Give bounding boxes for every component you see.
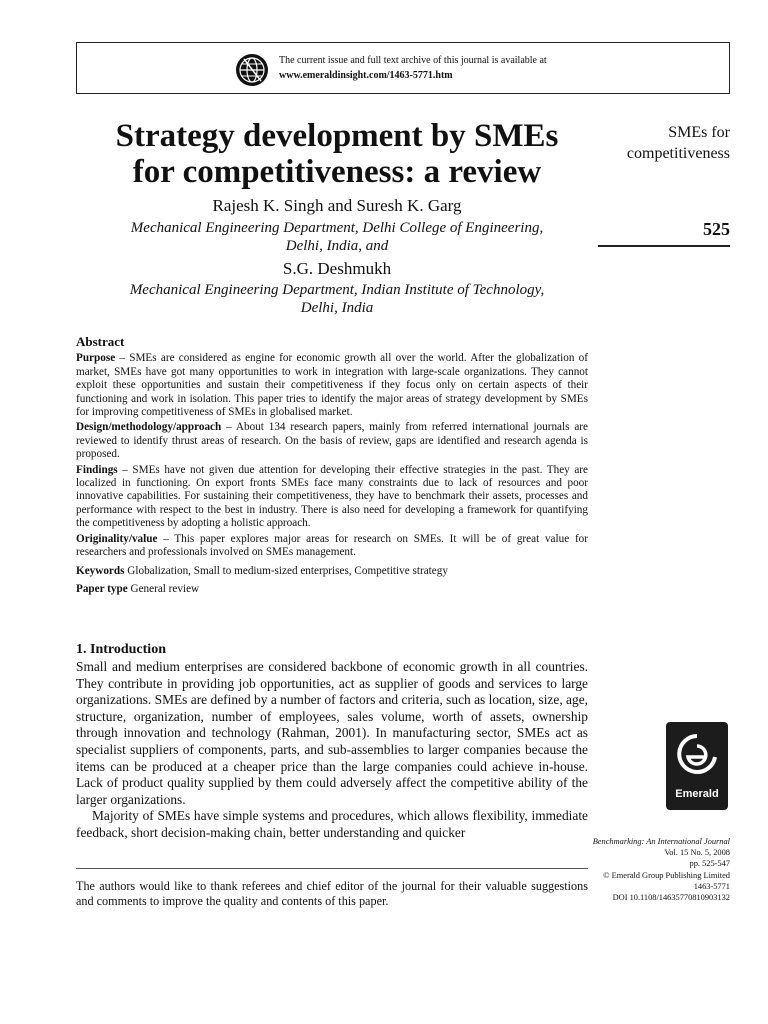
banner-availability-text: The current issue and full text archive of this journal is available at [279, 55, 547, 66]
affiliation-1-line1: Mechanical Engineering Department, Delhi College of Engineering, [130, 220, 544, 236]
abstract-design-text: – About 134 research papers, mainly from referred international journals are reviewed to identify thrust areas of research. On the basis of review, gaps are identified and research agenda is proposed. [76, 421, 588, 461]
journal-pages: pp. 525-547 [689, 859, 730, 869]
running-head-line1: SMEs for [668, 124, 730, 141]
abstract-design [76, 421, 588, 461]
paper-type [76, 583, 588, 596]
globe-icon [235, 53, 269, 87]
journal-volume: Vol. 15 No. 5, 2008 [664, 848, 730, 858]
abstract-findings [76, 464, 588, 531]
running-head-line2: competitiveness [626, 145, 730, 162]
article-title-line1: Strategy development by SMEs [115, 118, 559, 154]
abstract-findings-text: – SMEs have not given due attention for developing their effective strategies in the past. They are localized in functioning. On export fronts SMEs face many constraints due to lack of resources and poor innovative capabilities. For sustaining their competitiveness, they have to benchmark their assets, processes and performance with respect to the best in industry. There is also need for developing a framework for quantifying the competitiveness by adopting a holistic approach. [76, 463, 588, 530]
acknowledgement-footnote: The authors would like to thank referees and chief editor of the journal for their valuable suggestions and comments to improve the quality and contents of this paper. [76, 879, 588, 908]
article-title-line2: for competitiveness: a review [132, 154, 542, 190]
abstract-findings-label: Findings [76, 463, 118, 476]
paper-type-label: Paper type [76, 582, 128, 595]
affiliation-2-line2: Delhi, India [300, 300, 374, 316]
introduction-body [76, 659, 588, 842]
keywords-text: Globalization, Small to medium-sized enterprises, Competitive strategy [124, 564, 448, 577]
copyright-line: © Emerald Group Publishing Limited [603, 870, 730, 880]
abstract-purpose-text: – SMEs are considered as engine for economic growth all over the world. After the globalization of market, SMEs have got many opportunities to work in integration with large-scale organizations. They cannot exploit these opportunities and sustain their competitiveness if they focus only on certain aspects of their functioning and work in isolation. This paper tries to identify the major areas of strategy development by SMEs for improving competitiveness of SMEs in globalised market. [76, 352, 588, 419]
article-title [76, 118, 598, 190]
page-number: 525 [703, 219, 730, 239]
affiliation-1 [76, 219, 598, 255]
keywords-label: Keywords [76, 564, 125, 577]
abstract-originality-text: – This paper explores major areas for research on SMEs. It will be of great value for researchers and professionals involved on SMEs management. [76, 532, 588, 559]
abstract-design-label: Design/methodology/approach [76, 421, 222, 434]
introduction-paragraph-2: Majority of SMEs have simple systems and procedures, which allows flexibility, immediate feedback, short decision-making chain, better understanding and quicker [76, 808, 588, 840]
footnote-divider [76, 868, 588, 869]
article-doi: DOI 10.1108/14635770810903132 [612, 893, 730, 903]
abstract-heading: Abstract [76, 334, 125, 349]
author-names-2: S.G. Deshmukh [282, 259, 392, 278]
page-number-rule [598, 245, 730, 247]
affiliation-2-line1: Mechanical Engineering Department, Indian Institute of Technology, [129, 282, 545, 298]
abstract-originality [76, 533, 588, 560]
abstract [76, 335, 588, 596]
emerald-logo-text: Emerald [675, 788, 719, 800]
affiliation-1-line2: Delhi, India, and [285, 238, 389, 254]
journal-name: Benchmarking: An International Journal [592, 837, 730, 846]
abstract-purpose [76, 352, 588, 419]
journal-issn: 1463-5771 [693, 881, 730, 891]
journal-metadata [580, 836, 730, 903]
abstract-originality-label: Originality/value [76, 532, 158, 545]
affiliation-2 [76, 281, 598, 317]
banner-text [279, 53, 547, 83]
emerald-swirl-icon [674, 730, 720, 784]
archive-banner [76, 42, 730, 94]
keywords [76, 565, 588, 578]
journal-url-link[interactable]: www.emeraldinsight.com/1463-5771.htm [279, 70, 453, 81]
abstract-purpose-label: Purpose [76, 352, 116, 365]
running-head [598, 122, 730, 164]
introduction-heading: 1. Introduction [76, 642, 166, 657]
paper-type-text: General review [127, 582, 200, 595]
author-names-1: Rajesh K. Singh and Suresh K. Garg [212, 196, 462, 215]
emerald-logo [666, 722, 728, 810]
introduction-paragraph-1: Small and medium enterprises are considered backbone of economic growth in all countries. They contribute in providing job opportunities, act as supplier of goods and services to large organizations. SMEs are defined by a number of factors and criteria, such as location, size, age, structure, organization, number of employees, sales volume, worth of assets, ownership through innovation and technology (Rahman, 2001). In manufacturing sector, SMEs act as specialist suppliers of components, parts, and sub-assemblies to larger companies because the items can be produced at a cheaper price than the large companies could achieve in-house. Lack of product quality supplied by them could adversely affect the competitive ability of the larger organizations. [76, 659, 588, 807]
